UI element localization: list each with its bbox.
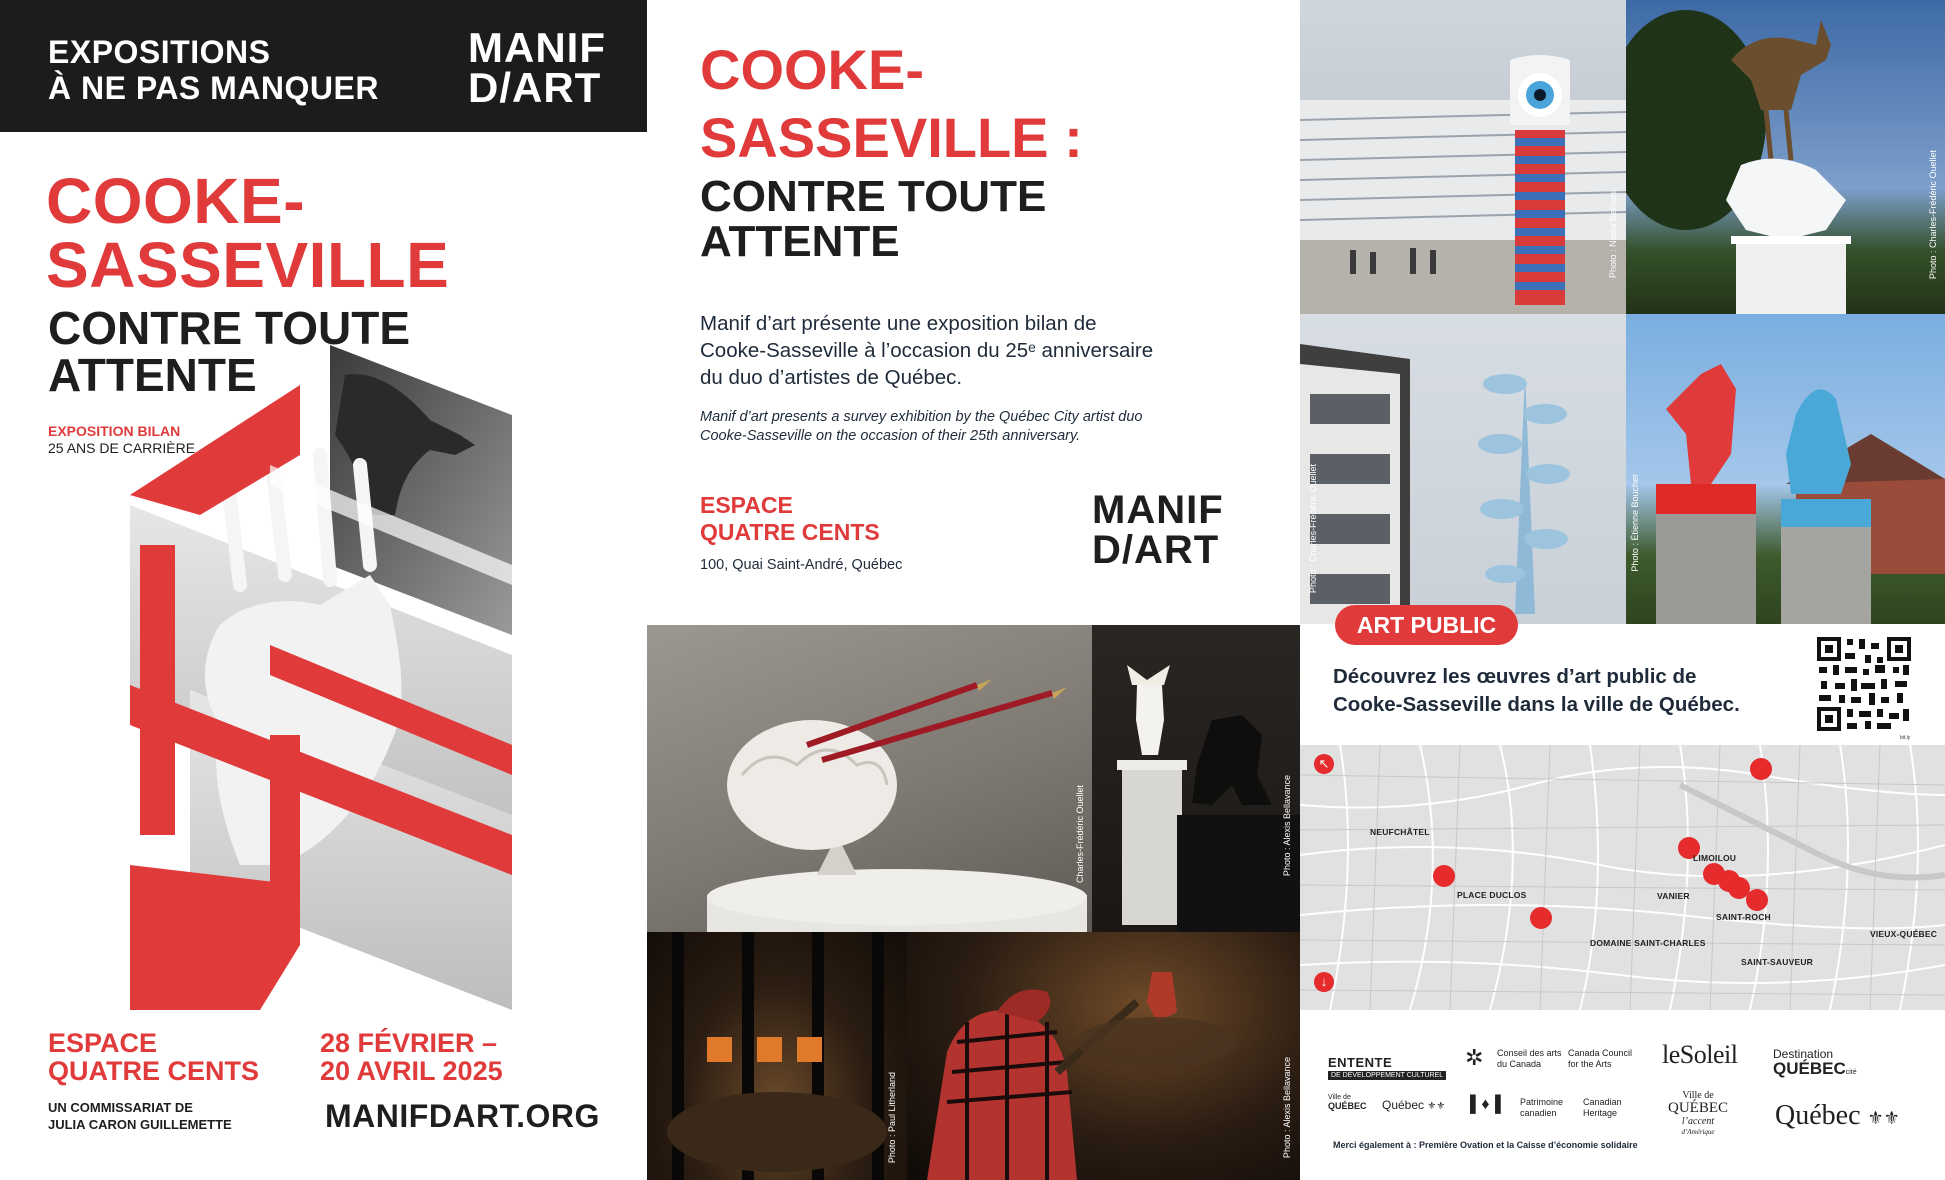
thanks-note: Merci également à : Première Ovation et la Caisse d’économie solidaire [1333,1140,1638,1150]
photo-statues-sculpture [1626,314,1945,624]
logo-line1: MANIF [1092,488,1224,532]
pc-en-line1: Canadian [1583,1097,1622,1107]
quebec-gov-small-logo [1382,1098,1445,1112]
center-venue-line2: QUATRE CENTS [700,519,880,545]
credit-deer: Photo : Charles-Frédéric Ouellet [1928,150,1938,280]
center-venue [700,492,880,546]
desc-en-line2: Cooke-Sasseville on the occasion of their 25th anniversary. [700,428,1081,444]
destination-quebec-logo [1773,1048,1857,1082]
accent-line1: l’accent [1681,1116,1715,1127]
destination-line1: Destination [1773,1047,1834,1061]
pc-fr-line1: Patrimoine [1520,1097,1564,1107]
manifdart-logo-center [1092,490,1242,570]
map-label: SAINT-SAUVEUR [1741,957,1814,967]
left-title-line2: SASSEVILLE [46,229,450,301]
curator-line1: UN COMMISSARIAT DE [48,1100,193,1115]
photo-tree-sculpture [1300,314,1626,624]
accent-line2: d’Amérique [1681,1128,1715,1136]
qr-caption: bit.ly [1900,735,1911,741]
credit-stoves: Photo : Paul Litherland [887,1072,897,1164]
villequebec-line2: QUÉBEC [1668,1100,1728,1116]
destination-line2: QUÉBEC [1773,1059,1846,1078]
canada-flag-icon: ▌♦▐ [1470,1096,1501,1113]
ville-small: Ville de [1328,1094,1351,1101]
map-pin[interactable] [1530,907,1552,929]
credit-tree: Photo : Charles-Frédéric Ouellet [1308,464,1318,594]
left-subtitle-line1: CONTRE TOUTE [48,302,411,354]
lesoleil-logo: leSoleil [1662,1040,1738,1069]
photo-eye-tower [1300,0,1626,314]
quebec-small: QUÉBEC [1328,1101,1367,1111]
ville-quebec-small-logo [1328,1093,1367,1111]
cac-fr-line1: Conseil des arts [1497,1048,1562,1058]
canada-council-icon: ✲ [1465,1045,1484,1070]
map-label: LIMOILOU [1693,853,1737,863]
map-pin[interactable] [1433,865,1455,887]
credit-statues: Photo : Étienne Boucher [1630,474,1640,572]
center-title-line1: COOKE- [700,38,924,101]
curator-line2: JULIA CARON GUILLEMETTE [48,1117,232,1132]
left-subtitle-line2: ATTENTE [48,349,257,401]
destination-suffix: cité [1845,1069,1857,1076]
left-venue-line1: ESPACE [48,1028,158,1058]
logo-line2: D/ART [468,64,602,111]
photo-deer-sculpture [1626,0,1945,314]
art-public-line2: Cooke-Sasseville dans la ville de Québec. [1333,693,1740,716]
header-text-line2: À NE PAS MANQUER [48,70,379,106]
fleur-de-lis-icon: ⚜⚜ [1427,1101,1446,1112]
center-venue-line1: ESPACE [700,492,793,518]
center-title-line2: SASSEVILLE : [700,106,1083,169]
qr-code[interactable] [1815,635,1913,733]
quebec-gov-small-text: Québec [1382,1098,1425,1112]
poster-deer-artwork [130,345,512,1010]
map-label: SAINT-ROCH [1716,912,1771,922]
entente-logo [1328,1055,1446,1080]
map-label: PLACE DUCLOS [1457,890,1527,900]
credit-hunter: Photo : Alexis Bellavance [1282,1057,1292,1159]
description-fr [700,310,1153,391]
map-label: DOMAINE SAINT-CHARLES [1590,938,1706,948]
left-title-line1: COOKE- [46,165,305,237]
center-subtitle-line1: CONTRE TOUTE [700,172,1047,221]
address: 100, Quai Saint-André, Québec [700,557,903,573]
villequebec-line1: Ville de [1682,1090,1714,1101]
photo-brain-sculpture [647,625,1092,932]
website-link[interactable]: MANIFDART.ORG [325,1098,600,1134]
pc-fr [1520,1097,1563,1119]
desc-fr-line2: Cooke-Sasseville à l’occasion du 25ᵉ anniversaire [700,339,1154,362]
cac-en-line2: for the Arts [1568,1059,1612,1069]
art-public-line1: Découvrez les œuvres d’art public de [1333,665,1697,688]
cac-fr-line2: du Canada [1497,1059,1542,1069]
ville-de-quebec-logo [1668,1090,1728,1138]
exhibition-type: EXPOSITION BILAN [48,423,181,439]
map-down-icon[interactable]: ↓ [1314,972,1334,992]
photo-hunter-installation [907,932,1300,1180]
pc-en [1583,1097,1622,1119]
entente-line1: ENTENTE [1328,1055,1393,1070]
entente-line2: DE DÉVELOPPEMENT CULTUREL [1328,1071,1446,1080]
cac-fr [1497,1048,1562,1070]
desc-fr-line1: Manif d’art présente une exposition bilan de [700,312,1097,335]
photo-stoves-installation [647,932,907,1180]
cac-en [1568,1048,1632,1070]
map-label: NEUFCHÂTEL [1370,827,1430,837]
left-venue-line2: QUATRE CENTS [48,1056,260,1086]
map-pin[interactable] [1746,889,1768,911]
quebec-gov-text: Québec [1775,1100,1861,1131]
map-label: VIEUX-QUÉBEC [1870,929,1938,939]
pc-fr-line2: canadien [1520,1108,1557,1118]
art-public-text [1333,663,1740,719]
map-expand-icon[interactable]: ↖ [1314,754,1334,774]
quebec-gov-logo [1775,1100,1900,1132]
map-pin[interactable] [1750,758,1772,780]
credit-eye-tower: Photo : Nadia Bernani [1608,190,1618,279]
art-public-badge: ART PUBLIC [1335,605,1518,645]
description-en [700,408,1142,446]
desc-fr-line3: du duo d’artistes de Québec. [700,366,963,389]
public-art-map[interactable] [1300,745,1945,1010]
desc-en-line1: Manif d’art presents a survey exhibition by the Québec City artist duo [700,409,1143,425]
dates-line1: 28 FÉVRIER – [320,1028,498,1058]
dates-line2: 20 AVRIL 2025 [320,1056,503,1086]
map-label: VANIER [1657,891,1690,901]
fleur-de-lis-icon: ⚜⚜ [1867,1108,1900,1128]
logo-line2: D/ART [1092,528,1220,572]
cac-en-line1: Canada Council [1568,1048,1633,1058]
center-subtitle-line2: ATTENTE [700,217,900,266]
pc-en-line2: Heritage [1583,1108,1618,1118]
credit-brain: Charles-Frédéric Ouellet [1075,785,1085,884]
manifdart-logo-header [468,24,618,111]
photo-moose-sculpture [1092,625,1300,932]
logo-line1: MANIF [468,24,606,71]
career-years: 25 ANS DE CARRIÈRE [48,440,196,456]
header-text-line1: EXPOSITIONS [48,34,271,70]
credit-moose: Photo : Alexis Bellavance [1282,775,1292,877]
